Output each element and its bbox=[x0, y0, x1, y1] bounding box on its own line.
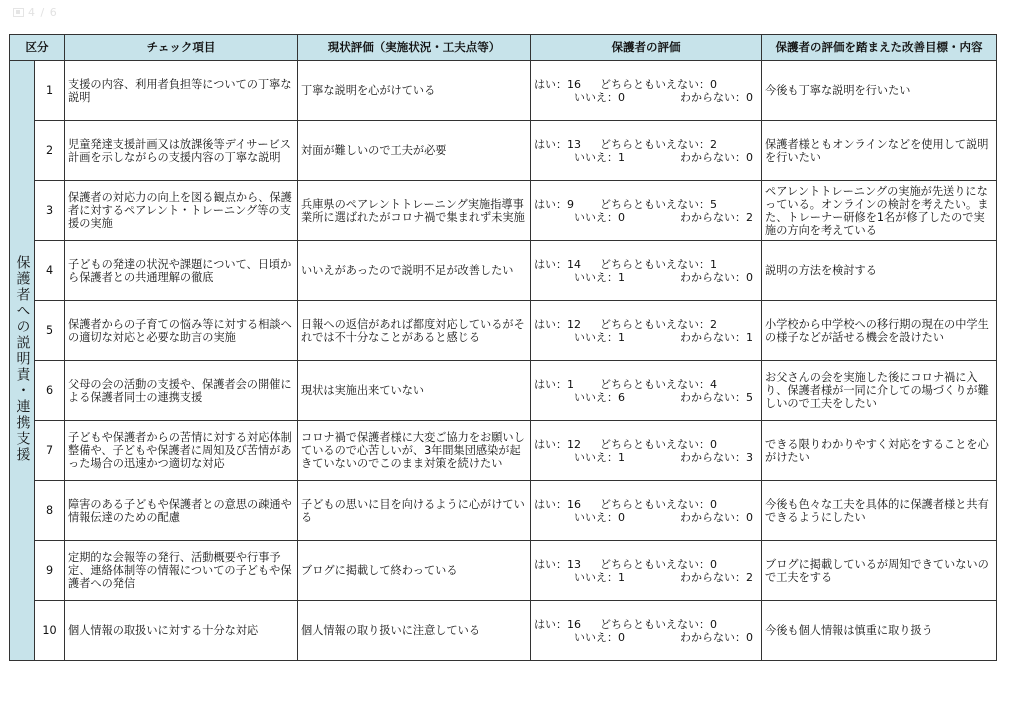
row-number: 1 bbox=[35, 61, 65, 121]
status-cell: 日報への返信があれば都度対応しているがそれでは不十分なことがあると感じる bbox=[298, 301, 531, 361]
row-number: 10 bbox=[35, 601, 65, 661]
row-number: 4 bbox=[35, 241, 65, 301]
eval-neutral: どちらともいえない：4 bbox=[600, 377, 717, 391]
check-item: 保護者からの子育ての悩み等に対する相談への適切な対応と必要な助言の実施 bbox=[65, 301, 298, 361]
status-cell: 子どもの思いに目を向けるように心がけている bbox=[298, 481, 531, 541]
header-status: 現状評価（実施状況・工夫点等） bbox=[298, 35, 531, 61]
guardian-eval-cell bbox=[531, 421, 762, 481]
eval-yes: はい：12 bbox=[534, 437, 581, 451]
eval-no: いいえ：1 bbox=[574, 450, 625, 464]
header-guardian-eval: 保護者の評価 bbox=[531, 35, 762, 61]
goal-cell: 保護者様ともオンラインなどを使用して説明を行いたい bbox=[762, 121, 997, 181]
eval-yes: はい：13 bbox=[534, 557, 581, 571]
goal-cell: 小学校から中学校への移行期の現在の中学生の様子などが話せる機会を設けたい bbox=[762, 301, 997, 361]
check-item: 支援の内容、利用者負担等についての丁寧な説明 bbox=[65, 61, 298, 121]
eval-neutral: どちらともいえない：2 bbox=[600, 317, 717, 331]
header-category: 区分 bbox=[10, 35, 65, 61]
header-goal: 保護者の評価を踏まえた改善目標・内容 bbox=[762, 35, 997, 61]
check-item: 保護者の対応力の向上を図る観点から、保護者に対するペアレント・トレーニング等の支援の実施 bbox=[65, 181, 298, 241]
category-label: 保護者への説明責・連携支援 bbox=[14, 255, 31, 463]
table-row bbox=[10, 361, 997, 421]
eval-no: いいえ：0 bbox=[574, 90, 625, 104]
category-cell bbox=[10, 61, 35, 661]
header-check-item: チェック項目 bbox=[65, 35, 298, 61]
eval-neutral: どちらともいえない：0 bbox=[600, 497, 717, 511]
eval-yes: はい：16 bbox=[534, 77, 581, 91]
goal-cell: ペアレントトレーニングの実施が先送りになっている。オンラインの検討を考えたい。また、トレーナー研修を1名が修了したので実施の方向を考えている bbox=[762, 181, 997, 241]
eval-yes: はい：14 bbox=[534, 257, 581, 271]
guardian-eval-cell bbox=[531, 181, 762, 241]
eval-neutral: どちらともいえない：2 bbox=[600, 137, 717, 151]
eval-unknown: わからない：5 bbox=[680, 390, 753, 404]
guardian-eval-cell bbox=[531, 361, 762, 421]
goal-cell: 今後も色々な工夫を具体的に保護者様と共有できるようにしたい bbox=[762, 481, 997, 541]
check-item: 個人情報の取扱いに対する十分な対応 bbox=[65, 601, 298, 661]
eval-neutral: どちらともいえない：0 bbox=[600, 557, 717, 571]
eval-no: いいえ：6 bbox=[574, 390, 625, 404]
eval-no: いいえ：0 bbox=[574, 630, 625, 644]
eval-neutral: どちらともいえない：0 bbox=[600, 437, 717, 451]
eval-yes: はい：13 bbox=[534, 137, 581, 151]
table-row bbox=[10, 541, 997, 601]
eval-yes: はい：16 bbox=[534, 617, 581, 631]
page-indicator bbox=[9, 4, 62, 20]
table-row bbox=[10, 241, 997, 301]
eval-no: いいえ：0 bbox=[574, 510, 625, 524]
eval-unknown: わからない：0 bbox=[680, 90, 753, 104]
eval-neutral: どちらともいえない：0 bbox=[600, 77, 717, 91]
eval-yes: はい：1 bbox=[534, 377, 574, 391]
status-cell: 対面が難しいので工夫が必要 bbox=[298, 121, 531, 181]
header-row bbox=[10, 35, 997, 61]
eval-unknown: わからない：1 bbox=[680, 330, 753, 344]
eval-yes: はい：9 bbox=[534, 197, 574, 211]
table-row bbox=[10, 481, 997, 541]
check-item: 子どもの発達の状況や課題について、日頃から保護者との共通理解の徹底 bbox=[65, 241, 298, 301]
status-cell: いいえがあったので説明不足が改善したい bbox=[298, 241, 531, 301]
check-item: 障害のある子どもや保護者との意思の疎通や情報伝達のための配慮 bbox=[65, 481, 298, 541]
status-cell: 現状は実施出来ていない bbox=[298, 361, 531, 421]
guardian-eval-cell bbox=[531, 601, 762, 661]
eval-unknown: わからない：0 bbox=[680, 270, 753, 284]
eval-no: いいえ：1 bbox=[574, 270, 625, 284]
eval-no: いいえ：1 bbox=[574, 150, 625, 164]
row-number: 3 bbox=[35, 181, 65, 241]
guardian-eval-cell bbox=[531, 121, 762, 181]
status-cell: 丁寧な説明を心がけている bbox=[298, 61, 531, 121]
status-cell: コロナ禍で保護者様に大変ご協力をお願いしているので心苦しいが、3年間集団感染が起きていないのでこのまま対策を続けたい bbox=[298, 421, 531, 481]
goal-cell: お父さんの会を実施した後にコロナ禍に入り、保護者様が一同に介しての場づくりが難しいので工夫をしたい bbox=[762, 361, 997, 421]
row-number: 2 bbox=[35, 121, 65, 181]
eval-unknown: わからない：0 bbox=[680, 510, 753, 524]
eval-no: いいえ：1 bbox=[574, 330, 625, 344]
check-item: 児童発達支援計画又は放課後等デイサービス計画を示しながらの支援内容の丁寧な説明 bbox=[65, 121, 298, 181]
goal-cell: 今後も個人情報は慎重に取り扱う bbox=[762, 601, 997, 661]
eval-unknown: わからない：0 bbox=[680, 150, 753, 164]
eval-unknown: わからない：2 bbox=[680, 210, 753, 224]
goal-cell: 今後も丁寧な説明を行いたい bbox=[762, 61, 997, 121]
table-row bbox=[10, 181, 997, 241]
status-cell: ブログに掲載して終わっている bbox=[298, 541, 531, 601]
guardian-eval-cell bbox=[531, 301, 762, 361]
status-cell: 兵庫県のペアレントトレーニング実施指導事業所に選ばれたがコロナ禍で集まれず未実施 bbox=[298, 181, 531, 241]
row-number: 5 bbox=[35, 301, 65, 361]
status-cell: 個人情報の取り扱いに注意している bbox=[298, 601, 531, 661]
eval-unknown: わからない：2 bbox=[680, 570, 753, 584]
guardian-eval-cell bbox=[531, 61, 762, 121]
row-number: 8 bbox=[35, 481, 65, 541]
row-number: 9 bbox=[35, 541, 65, 601]
eval-neutral: どちらともいえない：1 bbox=[600, 257, 717, 271]
table-row bbox=[10, 121, 997, 181]
table-row bbox=[10, 601, 997, 661]
page-number: 4 / 6 bbox=[28, 5, 58, 19]
eval-yes: はい：16 bbox=[534, 497, 581, 511]
goal-cell: ブログに掲載しているが周知できていないので工夫をする bbox=[762, 541, 997, 601]
eval-unknown: わからない：0 bbox=[680, 630, 753, 644]
row-number: 6 bbox=[35, 361, 65, 421]
goal-cell: 説明の方法を検討する bbox=[762, 241, 997, 301]
check-item: 子どもや保護者からの苦情に対する対応体制整備や、子どもや保護者に周知及び苦情があった場合の迅速かつ適切な対応 bbox=[65, 421, 298, 481]
page-icon bbox=[13, 8, 24, 17]
table-row bbox=[10, 421, 997, 481]
check-item: 父母の会の活動の支援や、保護者会の開催による保護者同士の連携支援 bbox=[65, 361, 298, 421]
guardian-eval-cell bbox=[531, 241, 762, 301]
table-row bbox=[10, 301, 997, 361]
table-row bbox=[10, 61, 997, 121]
eval-no: いいえ：0 bbox=[574, 210, 625, 224]
eval-neutral: どちらともいえない：5 bbox=[600, 197, 717, 211]
eval-unknown: わからない：3 bbox=[680, 450, 753, 464]
eval-yes: はい：12 bbox=[534, 317, 581, 331]
eval-neutral: どちらともいえない：0 bbox=[600, 617, 717, 631]
check-item: 定期的な会報等の発行、活動概要や行事予定、連絡体制等の情報についての子どもや保護者への発信 bbox=[65, 541, 298, 601]
evaluation-table bbox=[9, 34, 997, 661]
guardian-eval-cell bbox=[531, 481, 762, 541]
eval-no: いいえ：1 bbox=[574, 570, 625, 584]
goal-cell: できる限りわかりやすく対応をすることを心がけたい bbox=[762, 421, 997, 481]
row-number: 7 bbox=[35, 421, 65, 481]
guardian-eval-cell bbox=[531, 541, 762, 601]
